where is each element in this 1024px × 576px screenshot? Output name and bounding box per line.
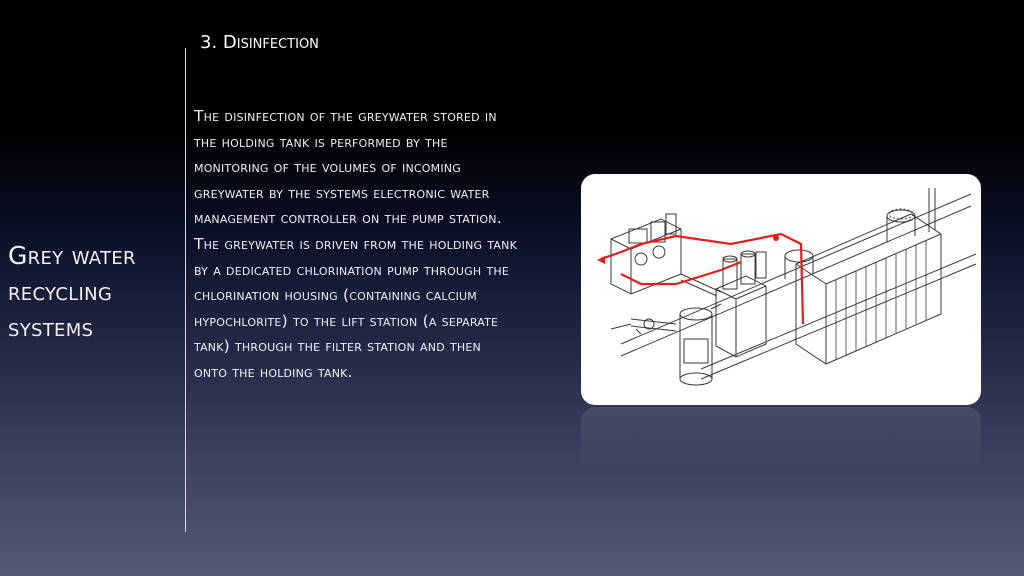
body-paragraph: The disinfection of the greywater stored in the holding tank is performed by the monitoring of the volumes of incoming greywater by the systems electronic water management controller on the pump station. The greywater is driven from the holding tank by a dedicated chlorination pump through the chlorination housing (containing calcium hypochlorite) to the lift station (a separate tank) through the filter station and then onto the holding tank. bbox=[194, 107, 517, 381]
image-reflection bbox=[581, 407, 981, 467]
vertical-divider bbox=[185, 48, 186, 532]
greywater-system-diagram bbox=[581, 174, 981, 405]
slide-title: Grey water recycling systems bbox=[8, 241, 136, 342]
system-diagram-image bbox=[581, 174, 981, 405]
section-heading: 3. Disinfection bbox=[200, 32, 319, 53]
